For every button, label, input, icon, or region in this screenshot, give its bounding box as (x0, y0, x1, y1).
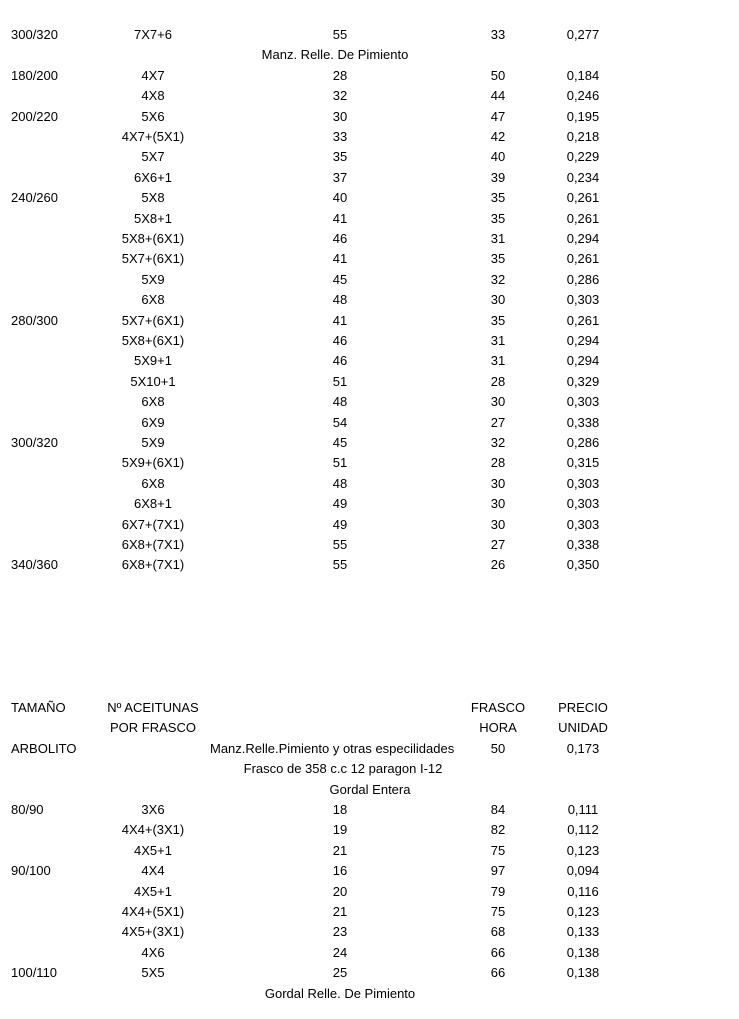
section-label: Frasco de 358 c.c 12 paragon I-12 (243, 761, 443, 777)
olive-count-cell: POR FRASCO (110, 720, 196, 736)
unit-price-cell: 0,303 (566, 475, 600, 491)
jars-per-hour-cell: 30 (490, 475, 506, 491)
jars-per-hour-cell: 47 (490, 108, 506, 124)
unit-price-cell: 0,138 (566, 965, 600, 981)
jars-per-hour-cell: FRASCO (470, 700, 526, 715)
count-cell: 55 (332, 557, 348, 573)
count-cell: 48 (332, 394, 348, 410)
jars-per-hour-cell: 42 (490, 129, 506, 144)
olive-count-cell: 5X8+(6X1) (121, 333, 185, 348)
olive-count-cell: 5X6 (141, 108, 165, 124)
olive-count-cell: 4X5+1 (134, 842, 172, 858)
table-row (0, 515, 739, 535)
count-cell: 46 (332, 231, 348, 246)
count-cell: 23 (332, 924, 348, 940)
olive-count-cell: 6X6+1 (134, 169, 172, 185)
jars-per-hour-cell: 33 (490, 27, 506, 42)
table-row (0, 209, 739, 229)
size-cell: 280/300 (11, 312, 58, 328)
unit-price-cell: PRECIO (558, 700, 608, 715)
unit-price-cell: 0,294 (566, 333, 600, 348)
count-cell: 28 (332, 67, 348, 83)
olive-count-cell: 5X9 (141, 435, 165, 450)
count-cell: 55 (332, 27, 348, 42)
jars-per-hour-cell: 66 (490, 965, 506, 981)
olive-count-cell: 4X5+(3X1) (121, 924, 185, 940)
unit-price-cell: 0,261 (566, 312, 600, 328)
count-cell: 51 (332, 373, 348, 389)
olive-count-cell: 6X8 (141, 475, 165, 491)
table-row (0, 963, 739, 983)
section-label-row (0, 45, 739, 65)
olive-count-cell: 5X9 (141, 271, 165, 287)
unit-price-cell: 0,195 (566, 108, 600, 124)
count-cell: 35 (332, 149, 348, 165)
table-row (0, 861, 739, 881)
table-row (0, 86, 739, 106)
size-cell: 300/320 (11, 27, 58, 42)
olive-count-cell: 4X7+(5X1) (121, 129, 185, 144)
olive-count-cell: 6X9 (141, 414, 165, 430)
count-cell: 32 (332, 88, 348, 104)
jars-per-hour-cell: 30 (490, 394, 506, 410)
unit-price-cell: 0,261 (566, 210, 600, 226)
jars-per-hour-cell: 35 (490, 190, 506, 206)
olive-count-cell: Nº ACEITUNAS (107, 700, 199, 715)
unit-price-cell: 0,218 (566, 129, 600, 144)
table-row (0, 718, 739, 738)
olive-count-cell: 4X7 (141, 67, 165, 83)
count-cell: 19 (332, 822, 348, 838)
table-row (0, 127, 739, 147)
count-cell: 45 (332, 271, 348, 287)
table-row (0, 107, 739, 127)
table-row (0, 922, 739, 942)
count-cell: Manz.Relle.Pimiento y otras especilidades (210, 740, 455, 756)
unit-price-cell: 0,329 (566, 373, 600, 389)
olive-count-cell: 5X7 (141, 149, 165, 165)
unit-price-cell: 0,184 (566, 67, 600, 83)
jars-per-hour-cell: HORA (479, 720, 517, 736)
table-row (0, 147, 739, 167)
count-cell: 18 (332, 802, 348, 817)
unit-price-cell: 0,112 (567, 822, 599, 838)
section-label: Gordal Entera (329, 781, 411, 797)
jars-per-hour-cell: 27 (490, 414, 506, 430)
table-row (0, 902, 739, 922)
table-row (0, 168, 739, 188)
olive-count-cell: 4X8 (141, 88, 165, 104)
size-cell: 240/260 (11, 190, 58, 206)
size-cell: ARBOLITO (11, 740, 77, 756)
unit-price-cell: 0,277 (566, 27, 600, 42)
unit-price-cell: 0,303 (566, 292, 600, 308)
table-row (0, 311, 739, 331)
section-label-row (0, 759, 739, 779)
jars-per-hour-cell: 39 (490, 169, 506, 185)
jars-per-hour-cell: 35 (490, 210, 506, 226)
table-row (0, 494, 739, 514)
table-row (0, 820, 739, 840)
unit-price-cell: 0,303 (566, 394, 600, 410)
olive-count-cell: 4X5+1 (134, 883, 172, 899)
olive-count-cell: 6X8+(7X1) (121, 557, 185, 573)
unit-price-cell: 0,294 (566, 353, 600, 369)
jars-per-hour-cell: 28 (490, 455, 506, 471)
table-row (0, 555, 739, 575)
unit-price-cell: 0,338 (566, 414, 600, 430)
count-cell: 25 (332, 965, 348, 981)
jars-per-hour-cell: 50 (490, 67, 506, 83)
table-row (0, 474, 739, 494)
unit-price-cell: 0,338 (566, 537, 600, 552)
olive-count-cell: 5X5 (141, 965, 165, 981)
count-cell: 46 (332, 353, 348, 369)
unit-price-cell: UNIDAD (558, 720, 608, 736)
count-cell: 41 (332, 251, 348, 267)
olive-count-cell: 4X4 (141, 863, 165, 879)
jars-per-hour-cell: 31 (490, 333, 506, 348)
size-cell: 180/200 (11, 67, 58, 83)
jars-per-hour-cell: 35 (490, 312, 506, 328)
count-cell: 21 (332, 904, 348, 919)
table-row (0, 453, 739, 473)
olive-count-cell: 5X10+1 (130, 373, 176, 389)
table-row (0, 188, 739, 208)
count-cell: 41 (332, 312, 348, 328)
table-row (0, 413, 739, 433)
table-row (0, 372, 739, 392)
count-cell: 45 (332, 435, 348, 450)
jars-per-hour-cell: 79 (490, 883, 506, 899)
jars-per-hour-cell: 31 (490, 231, 506, 246)
olive-count-cell: 3X6 (141, 802, 165, 817)
table-row (0, 331, 739, 351)
olive-count-cell: 4X4+(5X1) (121, 904, 185, 919)
olive-count-cell: 5X9+1 (134, 353, 172, 369)
jars-per-hour-cell: 50 (490, 740, 506, 756)
unit-price-cell: 0,294 (566, 231, 600, 246)
size-cell: 340/360 (11, 557, 58, 573)
olive-count-cell: 5X9+(6X1) (121, 455, 185, 471)
unit-price-cell: 0,261 (566, 251, 600, 267)
table-row (0, 392, 739, 412)
jars-per-hour-cell: 44 (490, 88, 506, 104)
size-cell: 100/110 (11, 965, 58, 981)
jars-per-hour-cell: 75 (490, 904, 506, 919)
count-cell: 21 (332, 842, 348, 858)
jars-per-hour-cell: 97 (490, 863, 506, 879)
count-cell: 49 (332, 496, 348, 512)
count-cell: 54 (332, 414, 348, 430)
jars-per-hour-cell: 32 (490, 435, 506, 450)
count-cell: 30 (332, 108, 348, 124)
jars-per-hour-cell: 75 (490, 842, 506, 858)
unit-price-cell: 0,286 (566, 271, 600, 287)
olive-count-cell: 5X8 (141, 190, 165, 206)
unit-price-cell: 0,123 (566, 842, 600, 858)
count-cell: 55 (332, 537, 348, 552)
size-cell: 300/320 (11, 435, 58, 450)
size-cell: 80/90 (11, 802, 44, 817)
count-cell: 41 (332, 210, 348, 226)
unit-price-cell: 0,123 (566, 904, 600, 919)
count-cell: 24 (332, 944, 348, 960)
olive-count-cell: 6X8+(7X1) (121, 537, 185, 552)
table-row (0, 25, 739, 45)
unit-price-cell: 0,111 (567, 802, 599, 817)
jars-per-hour-cell: 31 (490, 353, 506, 369)
jars-per-hour-cell: 32 (490, 271, 506, 287)
unit-price-cell: 0,303 (566, 516, 600, 532)
count-cell: 16 (332, 863, 348, 879)
olive-count-cell: 7X7+6 (134, 27, 172, 42)
jars-per-hour-cell: 26 (490, 557, 506, 573)
jars-per-hour-cell: 40 (490, 149, 506, 165)
count-cell: 48 (332, 475, 348, 491)
count-cell: 33 (332, 129, 348, 144)
olive-count-cell: 6X8 (141, 394, 165, 410)
count-cell: 46 (332, 333, 348, 348)
jars-per-hour-cell: 68 (490, 924, 506, 940)
olive-count-cell: 6X7+(7X1) (121, 516, 185, 532)
table-row (0, 290, 739, 310)
table-row (0, 249, 739, 269)
section-label: Manz. Relle. De Pimiento (261, 47, 409, 63)
olive-count-cell: 5X7+(6X1) (121, 312, 185, 328)
olive-count-cell: 6X8 (141, 292, 165, 308)
olive-count-cell: 6X8+1 (134, 496, 172, 512)
count-cell: 40 (332, 190, 348, 206)
jars-per-hour-cell: 27 (490, 537, 506, 552)
olive-count-cell: 5X7+(6X1) (121, 251, 185, 267)
table-row (0, 739, 739, 759)
olive-count-cell: 4X4+(3X1) (121, 822, 185, 838)
jars-per-hour-cell: 35 (490, 251, 506, 267)
unit-price-cell: 0,229 (566, 149, 600, 165)
jars-per-hour-cell: 82 (490, 822, 506, 838)
olive-count-cell: 5X8+(6X1) (121, 231, 185, 246)
table-row (0, 841, 739, 861)
olive-count-cell: 4X6 (141, 944, 165, 960)
count-cell: 37 (332, 169, 348, 185)
size-cell: TAMAÑO (11, 700, 66, 715)
unit-price-cell: 0,303 (566, 496, 600, 512)
table-row (0, 698, 739, 718)
table-row (0, 66, 739, 86)
table-row (0, 351, 739, 371)
jars-per-hour-cell: 66 (490, 944, 506, 960)
table-row (0, 800, 739, 820)
section-label-row (0, 984, 739, 1004)
unit-price-cell: 0,315 (566, 455, 600, 471)
table-row (0, 433, 739, 453)
unit-price-cell: 0,116 (567, 883, 599, 899)
jars-per-hour-cell: 84 (490, 802, 506, 817)
olive-count-cell: 5X8+1 (134, 210, 172, 226)
jars-per-hour-cell: 30 (490, 496, 506, 512)
unit-price-cell: 0,133 (566, 924, 600, 940)
table-row (0, 943, 739, 963)
unit-price-cell: 0,261 (566, 190, 600, 206)
jars-per-hour-cell: 30 (490, 292, 506, 308)
table-row (0, 229, 739, 249)
count-cell: 48 (332, 292, 348, 308)
unit-price-cell: 0,173 (566, 740, 600, 756)
unit-price-cell: 0,234 (566, 169, 600, 185)
size-cell: 200/220 (11, 108, 58, 124)
jars-per-hour-cell: 28 (490, 373, 506, 389)
table-row (0, 535, 739, 555)
unit-price-cell: 0,286 (566, 435, 600, 450)
unit-price-cell: 0,094 (566, 863, 600, 879)
jars-per-hour-cell: 30 (490, 516, 506, 532)
section-label-row (0, 780, 739, 800)
unit-price-cell: 0,246 (566, 88, 600, 104)
count-cell: 51 (332, 455, 348, 471)
count-cell: 20 (332, 883, 348, 899)
unit-price-cell: 0,350 (566, 557, 600, 573)
section-label: Gordal Relle. De Pimiento (264, 985, 416, 1001)
unit-price-cell: 0,138 (566, 944, 600, 960)
size-cell: 90/100 (11, 863, 51, 879)
count-cell: 49 (332, 516, 348, 532)
table-row (0, 882, 739, 902)
table-row (0, 270, 739, 290)
